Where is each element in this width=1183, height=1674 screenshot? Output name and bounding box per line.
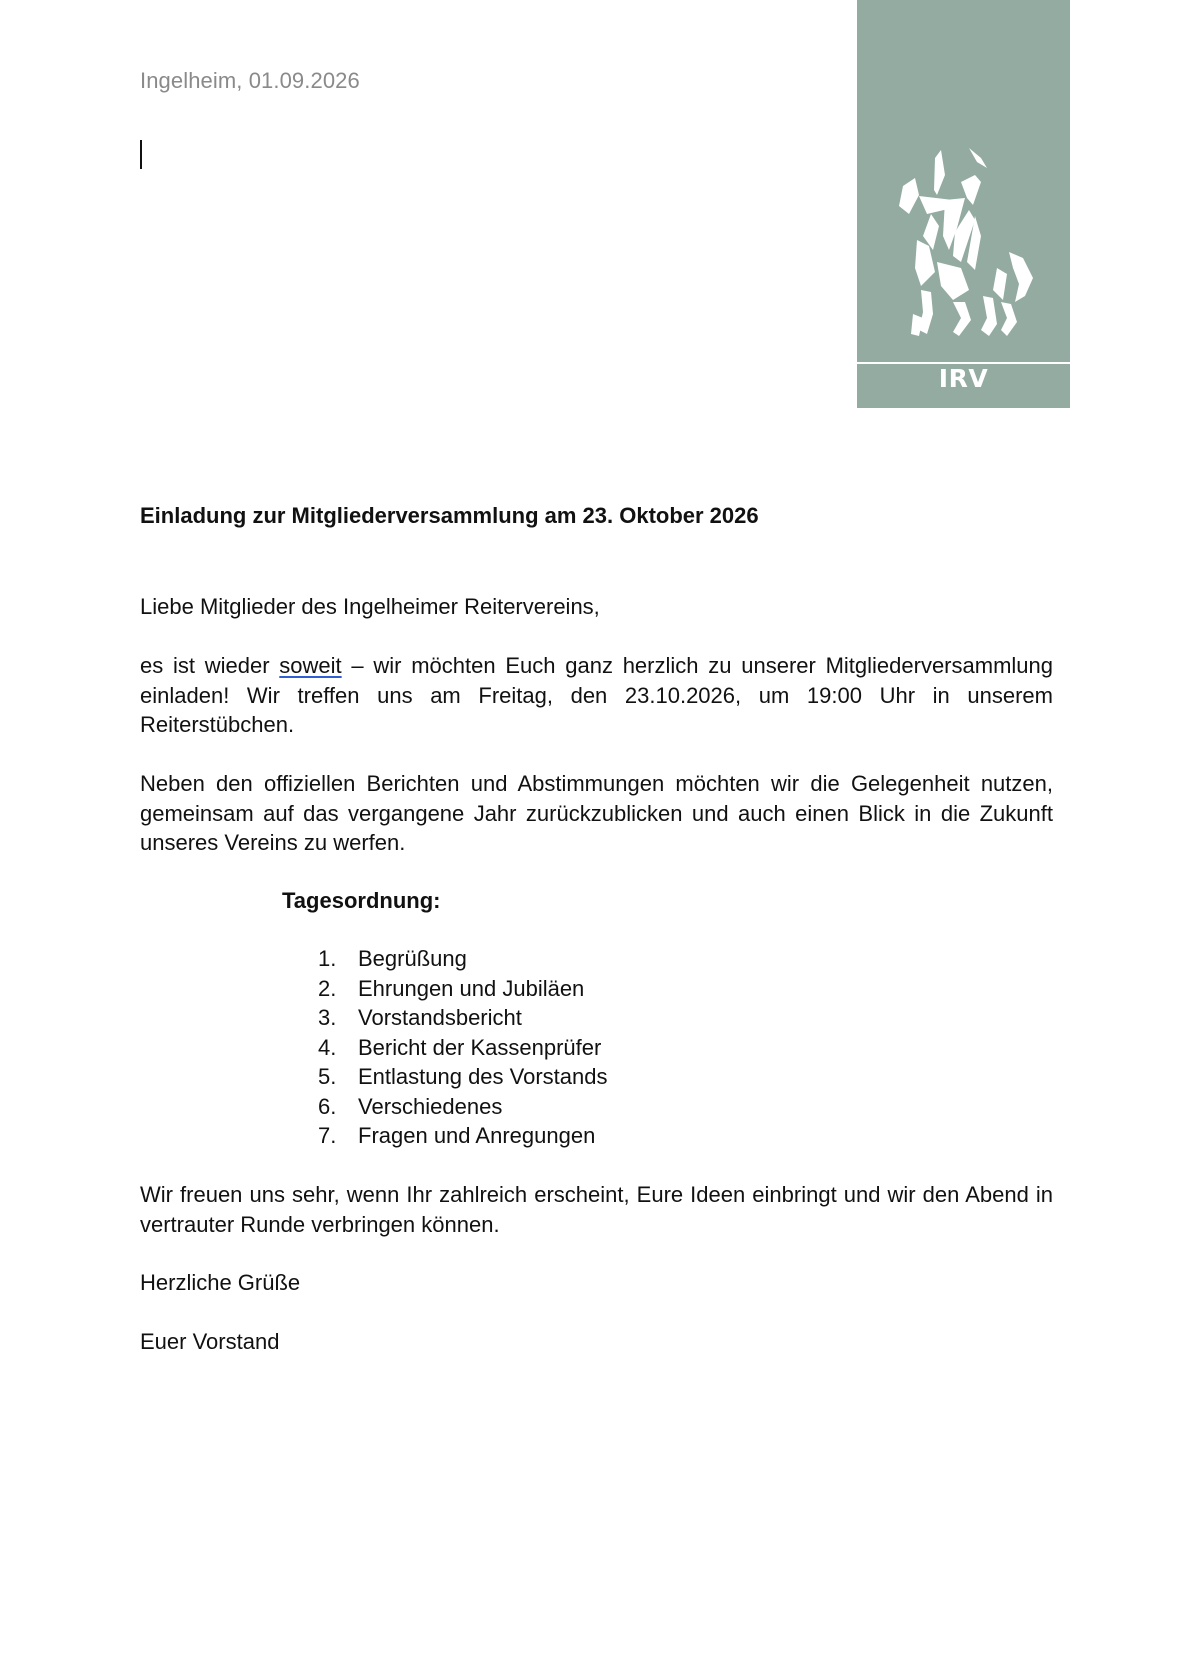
paragraph-closing-text: Wir freuen uns sehr, wenn Ihr zahlreich erscheint, Eure Ideen einbringt und wir den Abend in vertrauter Runde verbringen können.	[140, 1182, 1053, 1237]
agenda-item	[300, 1003, 608, 1033]
agenda-item-number: 2.	[318, 975, 337, 1001]
spellcheck-underlined-word: soweit	[279, 653, 342, 678]
agenda-item	[300, 1062, 608, 1092]
paragraph-invitation-rest: – wir möchten Euch ganz herzlich zu unserer Mitgliederversammlung einladen! Wir treffen uns am Freitag, den 23.10.2026, um 19:00 Uhr in unserem Reiterstübchen.	[140, 653, 1053, 737]
agenda-item-number: 3.	[318, 1005, 337, 1030]
agenda-item-number: 6.	[318, 1093, 337, 1119]
closing-greeting: Herzliche Grüße	[140, 1270, 301, 1295]
paragraph-invitation	[140, 651, 1053, 740]
agenda-item	[300, 1121, 608, 1151]
agenda-item	[300, 974, 608, 1004]
date-line: Ingelheim, 01.09.2026	[140, 68, 360, 93]
agenda-item-number: 7.	[318, 1123, 337, 1148]
agenda-item-label: Bericht der Kassenprüfer	[358, 1034, 602, 1060]
irv-logo	[857, 0, 1070, 408]
logo-text: IRV	[938, 364, 989, 393]
paragraph-invitation-prefix: es ist wieder	[140, 653, 280, 678]
agenda-item	[300, 1033, 608, 1063]
agenda-item-label: Begrüßung	[358, 946, 467, 971]
agenda-item-number: 5.	[318, 1064, 337, 1089]
horse-rider-icon	[857, 0, 1070, 408]
paragraph-intro: Neben den offiziellen Berichten und Abstimmungen möchten wir die Gelegenheit nutzen, gemeinsam auf das vergangene Jahr zurückzublicken und auch einen Blick in die Zukunft unseres Vereins zu werfen.	[140, 771, 1053, 855]
agenda-item-label: Entlastung des Vorstands	[358, 1064, 608, 1089]
signature: Euer Vorstand	[140, 1329, 280, 1354]
agenda-title: Tagesordnung:	[282, 888, 441, 913]
agenda-item-label: Fragen und Anregungen	[358, 1123, 596, 1148]
agenda-item-label: Verschiedenes	[358, 1093, 503, 1119]
agenda-item	[300, 944, 608, 974]
agenda-item-label: Vorstandsbericht	[358, 1005, 522, 1030]
agenda-item-number: 1.	[318, 946, 337, 971]
agenda-item-label: Ehrungen und Jubiläen	[358, 975, 585, 1001]
text-cursor	[140, 140, 142, 169]
salutation: Liebe Mitglieder des Ingelheimer Reitervereins,	[140, 594, 600, 619]
agenda-item-number: 4.	[318, 1034, 337, 1060]
letter-heading: Einladung zur Mitgliederversammlung am 23. Oktober 2026	[140, 503, 759, 528]
agenda-item	[300, 1092, 608, 1122]
agenda-list	[300, 944, 608, 1151]
